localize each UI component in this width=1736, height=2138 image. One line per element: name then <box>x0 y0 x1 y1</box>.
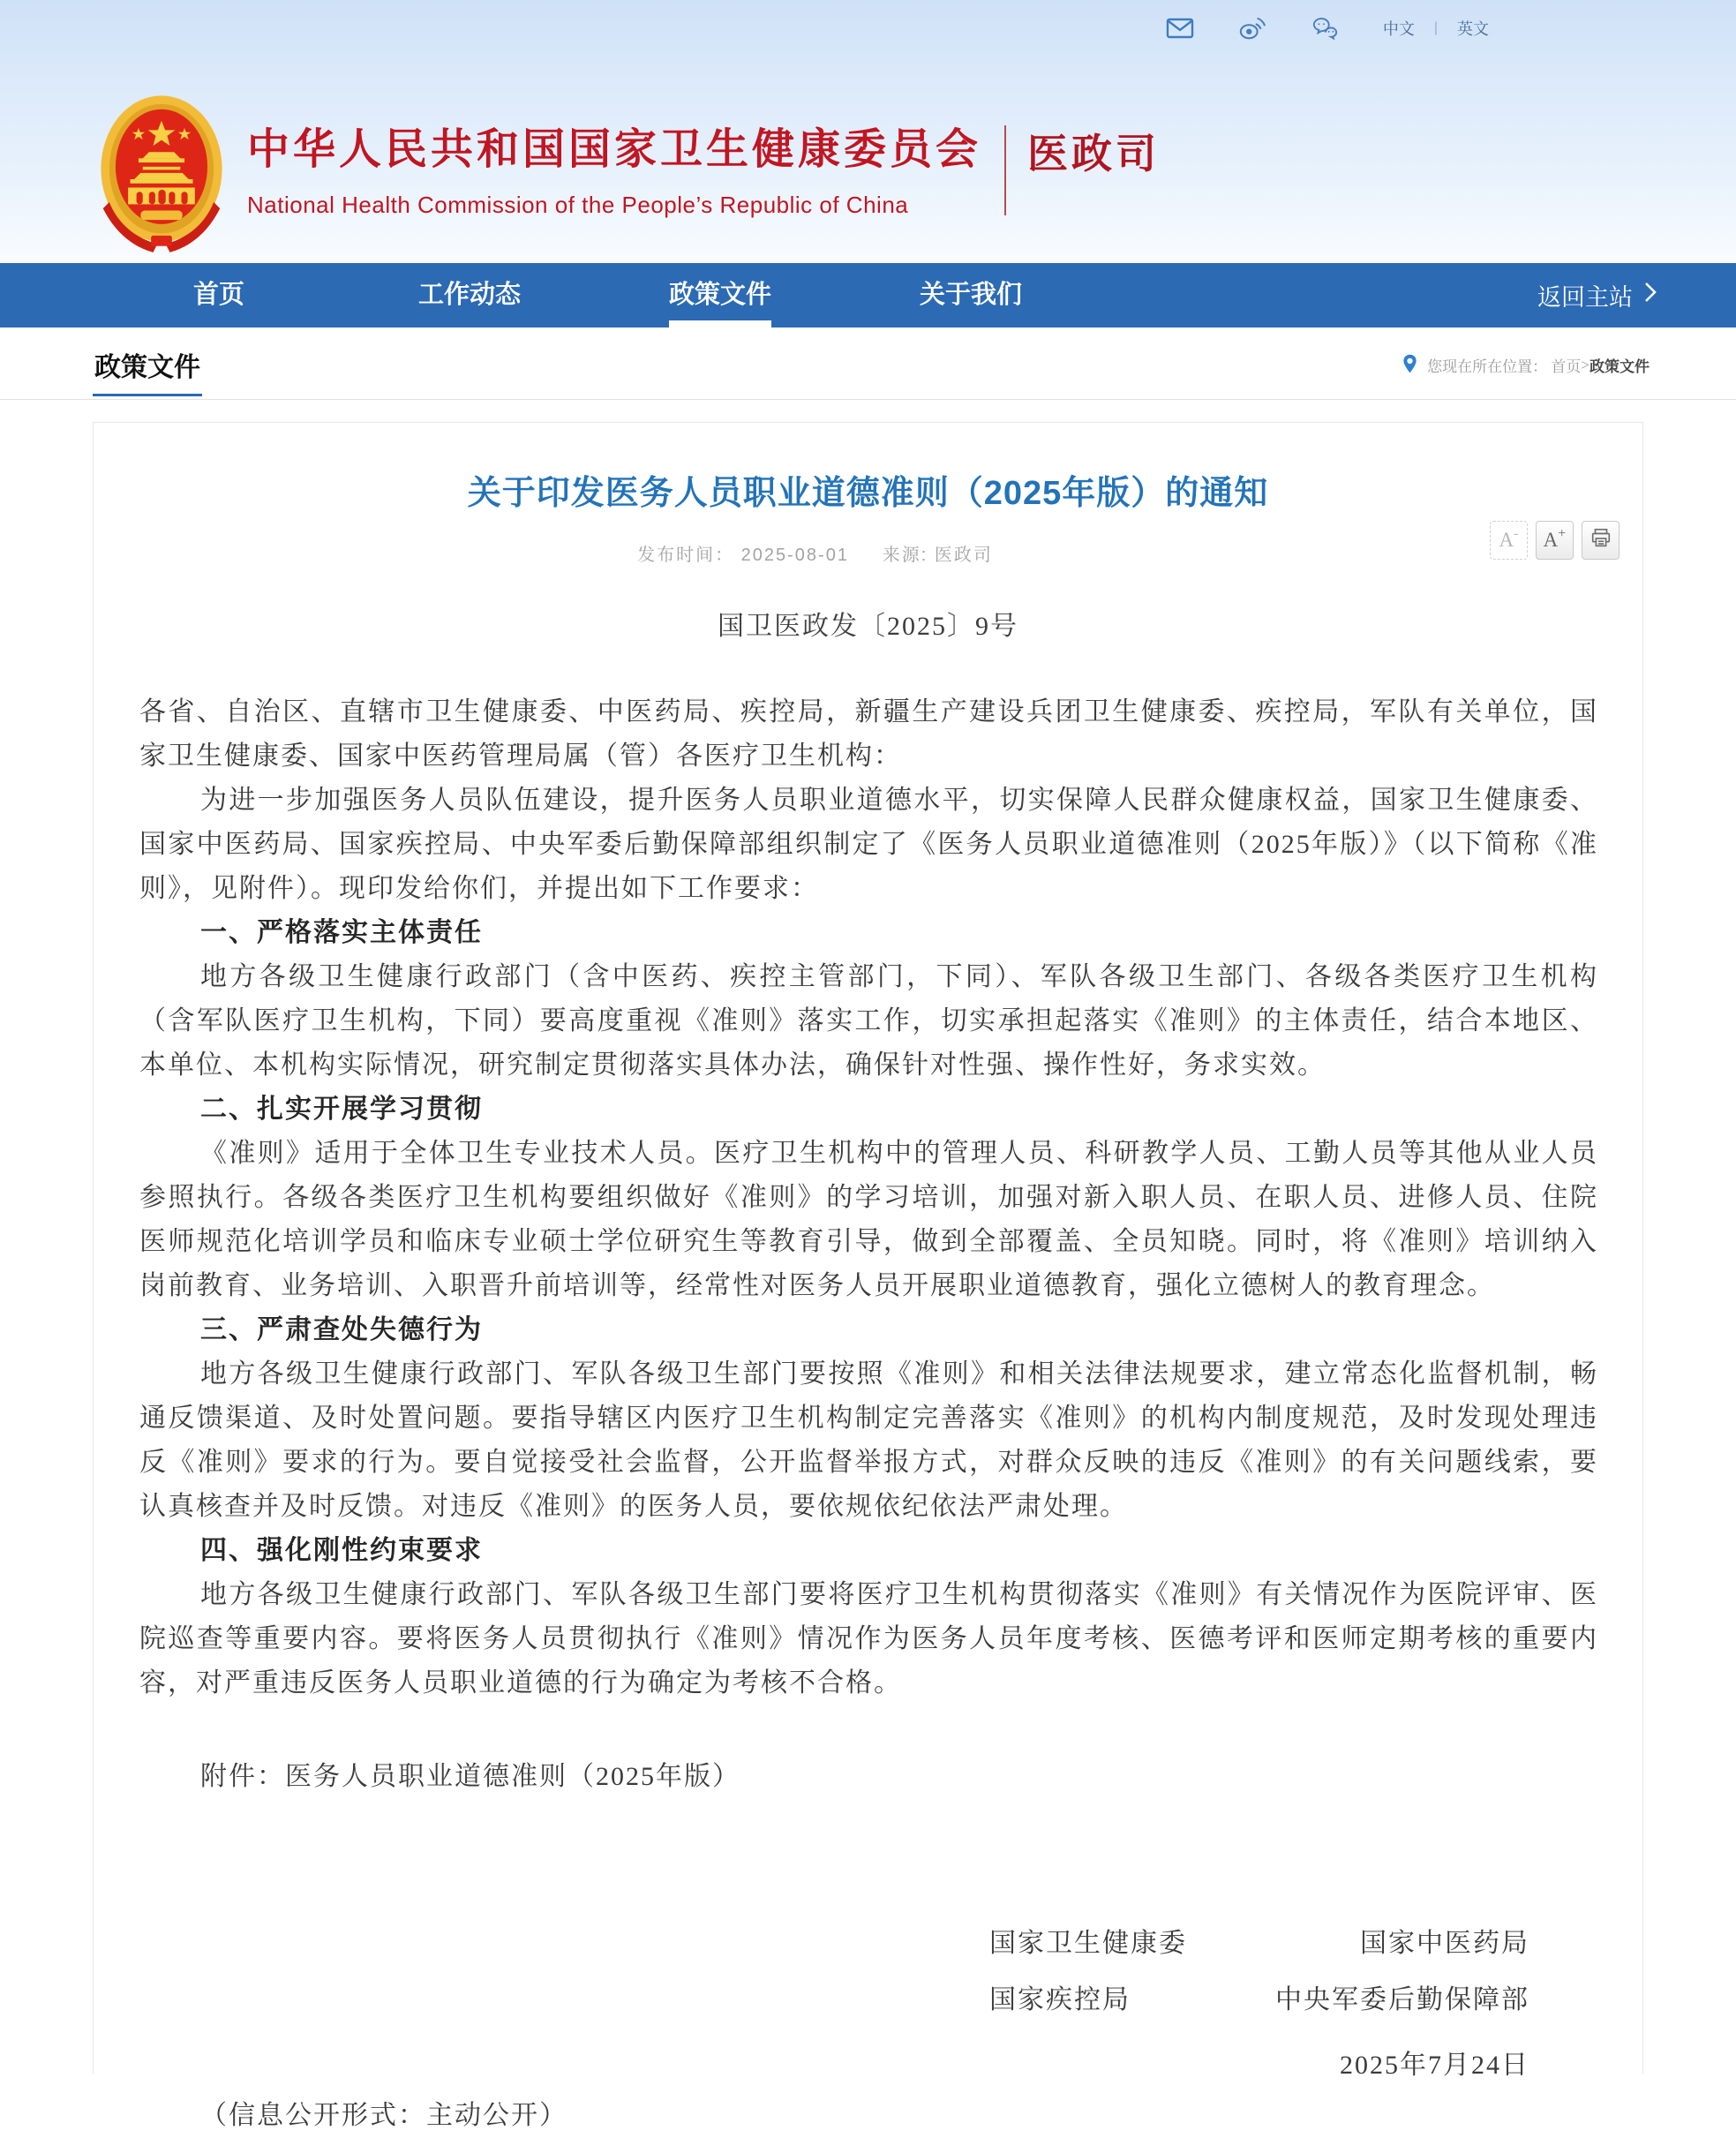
source-value: 医政司 <box>934 546 993 565</box>
site-title: 中华人民共和国国家卫生健康委员会 <box>247 126 982 173</box>
breadcrumb <box>1402 354 1650 376</box>
signature-org: 国家卫生健康委 <box>989 1929 1187 1958</box>
breadcrumb-home-link[interactable]: 首页 <box>1551 358 1582 375</box>
signature-org: 中央军委后勤保障部 <box>1275 1985 1529 2014</box>
back-to-main-link[interactable] <box>1537 263 1657 327</box>
signature-block <box>989 1916 1529 2094</box>
publish-date: 2025-08-01 <box>740 546 849 565</box>
print-button[interactable] <box>1582 521 1620 560</box>
font-decrease-button[interactable]: A - <box>1490 521 1528 560</box>
doc-number: 国卫医政发〔2025〕9号 <box>718 612 1018 641</box>
body-paragraph: 地方各级卫生健康行政部门（含中医药、疾控主管部门，下同）、军队各级卫生部门、各级各类医疗卫生机构（含军队医疗卫生机构，下同）要高度重视《准则》落实工作，切实承担起落实《准则》的主体责任，结合本地区、本单位、本机构实际情况，研究制定贯彻落实具体办法，确保针对性强、操作性好，务求实效。 <box>139 962 1598 1080</box>
chevron-right-icon <box>1643 281 1657 310</box>
section-heading-4: 四、强化刚性约束要求 <box>200 1536 483 1565</box>
article-title: 关于印发医务人员职业道德准则（2025年版）的通知 <box>467 475 1269 512</box>
section-heading: 政策文件 <box>93 342 202 396</box>
font-increase-label: A <box>1543 529 1559 551</box>
body-paragraph: 《准则》适用于全体卫生专业技术人员。医疗卫生机构中的管理人员、科研教学人员、工勤人员等其他从业人员参照执行。各级各类医疗卫生机构要组织做好《准则》的学习培训，加强对新入职人员、在职人员、进修人员、住院医师规范化培训学员和临床专业硕士学位研究生等教育引导，做到全部覆盖、全员知晓。同时，将《准则》培训纳入岗前教育、业务培训、入职晋升前培训等，经常性对医务人员开展职业道德教育，强化立德树人的教育理念。 <box>139 1139 1598 1300</box>
nav-item-home[interactable]: 首页 <box>192 281 244 309</box>
lang-divider: | <box>1433 20 1438 35</box>
font-decrease-label: A <box>1499 529 1514 551</box>
publish-date-label: 发布时间： <box>637 546 735 565</box>
nav-item-policy[interactable]: 政策文件 <box>595 263 845 327</box>
source-label: 来源: <box>882 546 928 565</box>
signature-org: 国家疾控局 <box>989 1985 1131 2014</box>
body-paragraph: 各省、自治区、直辖市卫生健康委、中医药局、疾控局，新疆生产建设兵团卫生健康委、疾控局，军队有关单位，国家卫生健康委、国家中医药管理局属（管）各医疗卫生机构： <box>139 697 1598 771</box>
section-heading-1: 一、严格落实主体责任 <box>200 918 483 947</box>
signature-row <box>989 1972 1529 2029</box>
weibo-icon[interactable] <box>1238 14 1266 42</box>
breadcrumb-separator: > <box>1581 356 1589 373</box>
section-heading-2: 二、扎实开展学习贯彻 <box>200 1095 483 1124</box>
attachment-line: 附件：医务人员职业道德准则（2025年版） <box>200 1762 740 1791</box>
department-title: 医政司 <box>1027 131 1161 177</box>
section-heading-3: 三、严肃查处失德行为 <box>200 1315 483 1344</box>
article-body <box>139 690 1598 2138</box>
lang-zh-link[interactable]: 中文 <box>1382 20 1415 38</box>
nav-item-news[interactable]: 工作动态 <box>417 281 521 309</box>
article-meta <box>94 540 1642 566</box>
site-header <box>0 0 1736 263</box>
brand-text <box>247 94 981 219</box>
utility-bar <box>1166 14 1489 42</box>
printer-icon <box>1589 527 1612 554</box>
signature-date: 2025年7月24日 <box>1340 2051 1529 2080</box>
wechat-icon[interactable] <box>1311 14 1339 42</box>
signature-row <box>989 1916 1529 1972</box>
breadcrumb-current: 政策文件 <box>1589 358 1650 375</box>
location-pin-icon <box>1402 354 1418 376</box>
article-card <box>93 422 1643 2130</box>
article-tools <box>1490 521 1620 560</box>
national-emblem-icon <box>99 94 224 256</box>
header-divider <box>1004 125 1006 215</box>
breadcrumb-row <box>0 327 1736 400</box>
footer-note: （信息公开形式：主动公开） <box>200 2101 567 2130</box>
body-paragraph: 为进一步加强医务人员队伍建设，提升医务人员职业道德水平，切实保障人民群众健康权益，国家卫生健康委、国家中医药局、国家疾控局、中央军委后勤保障部组织制定了《医务人员职业道德准则（2025年版）》（以下简称《准则》，见附件）。现印发给你们，并提出如下工作要求： <box>139 786 1598 903</box>
back-to-main-label: 返回主站 <box>1537 284 1633 311</box>
body-paragraph: 地方各级卫生健康行政部门、军队各级卫生部门要按照《准则》和相关法律法规要求，建立常态化监督机制，畅通反馈渠道、及时处置问题。要指导辖区内医疗卫生机构制定完善落实《准则》的机构内制度规范，及时发现处理违反《准则》要求的行为。要自觉接受社会监督，公开监督举报方式，对群众反映的违反《准则》的有关问题线索，要认真核查并及时反馈。对违反《准则》的医务人员，要依规依纪依法严肃处理。 <box>139 1359 1598 1521</box>
mail-icon[interactable] <box>1166 14 1194 42</box>
nav-item-about[interactable]: 关于我们 <box>919 281 1022 309</box>
lang-en-link[interactable]: 英文 <box>1457 20 1489 38</box>
body-paragraph: 地方各级卫生健康行政部门、军队各级卫生部门要将医疗卫生机构贯彻落实《准则》有关情况作为医院评审、医院巡查等重要内容。要将医务人员贯彻执行《准则》情况作为医务人员年度考核、医德考评和医师定期考核的重要内容，对严重违反医务人员职业道德的行为确定为考核不合格。 <box>139 1580 1598 1698</box>
article-meta-row <box>94 526 1642 581</box>
breadcrumb-location-label: 您现在所在位置： <box>1427 358 1548 375</box>
font-increase-button[interactable]: A + <box>1536 521 1574 560</box>
site-subtitle: National Health Commission of the People’s Republic of China <box>247 192 909 218</box>
site-brand <box>99 94 1160 256</box>
signature-org: 国家中医药局 <box>1360 1929 1529 1958</box>
main-nav <box>0 263 1736 327</box>
